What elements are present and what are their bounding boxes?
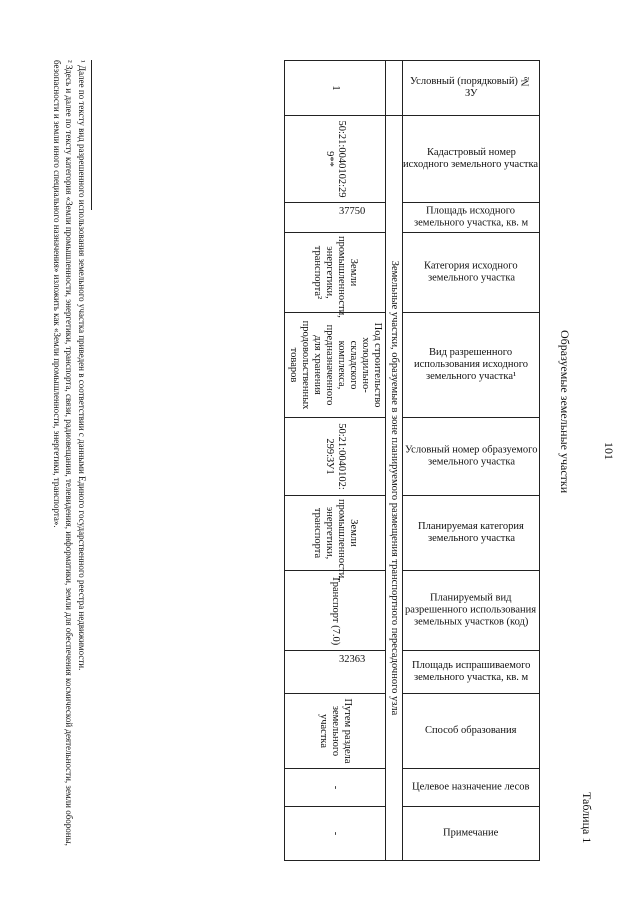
table-title: Образуемые земельные участки [558, 330, 572, 494]
col-header: Целевое назначение лесов [403, 769, 540, 807]
cell-use-source: Под строительство холодильно-складского комплекса, предназначенного для хранения продовольственных товаров [285, 313, 386, 418]
section-row [386, 61, 403, 861]
table-label: Таблица 1 [580, 792, 594, 844]
footnote-1: ¹ Далее по тексту вид разрешенного использования земельного участка приведен в соответствии с данными Единого государственного реестра недвижимости. [77, 60, 87, 671]
cell-category-source: Земли промышленности, энергетики, транспорта² [285, 233, 386, 313]
page-number: 101 [602, 442, 616, 460]
col-header: Вид разрешенного использования исходного земельного участка¹ [403, 313, 540, 418]
col-header: Категория исходного земельного участка [403, 233, 540, 313]
col-header: Условный номер образуемого земельного участка [403, 418, 540, 496]
col-header: Условный (порядковый) № ЗУ [403, 61, 540, 116]
col-header: Площадь исходного земельного участка, кв. м [403, 203, 540, 233]
cell-cadastral: 50:21:0040102:299** [285, 116, 386, 203]
cell-area-source: 37750 [285, 203, 386, 233]
section-title: Земельные участки, образуемые в зоне планируемого размещения транспортного пересадочного узла [386, 116, 403, 861]
cell-num: 1 [285, 61, 386, 116]
table-header-row [403, 61, 540, 861]
footnote-divider [91, 60, 92, 210]
col-header: Площадь испрашиваемого земельного участка, кв. м [403, 651, 540, 694]
cell-method: Путем раздела земельного участка [285, 694, 386, 769]
col-header: Способ образования [403, 694, 540, 769]
cell-forest-purpose: - [285, 769, 386, 807]
cell-area-requested: 32363 [285, 651, 386, 694]
cell-new-number: 50:21:0040102:299:ЗУ1 [285, 418, 386, 496]
col-header: Планируемый вид разрешенного использования земельных участков (код) [403, 571, 540, 651]
cell-note: - [285, 807, 386, 861]
table-row [285, 61, 386, 861]
cell-planned-category: Земли промышленности, энергетики, транспорта [285, 496, 386, 571]
col-header: Планируемая категория земельного участка [403, 496, 540, 571]
cell-planned-use: Транспорт (7.0) [285, 571, 386, 651]
footnote-2: ² Здесь и далее по тексту категория «Земли промышленности, энергетики, транспорта, связи, радиовещания, телевидения, информатики, земли для обеспечения космической деятельности, земли обороны, безопасности и земли иного специального назначения» изложить как «Земли промышленности, энергетики, транспорта». [52, 60, 74, 846]
land-plots-table [284, 60, 540, 861]
col-header: Примечание [403, 807, 540, 861]
col-header: Кадастровый номер исходного земельного участка [403, 116, 540, 203]
